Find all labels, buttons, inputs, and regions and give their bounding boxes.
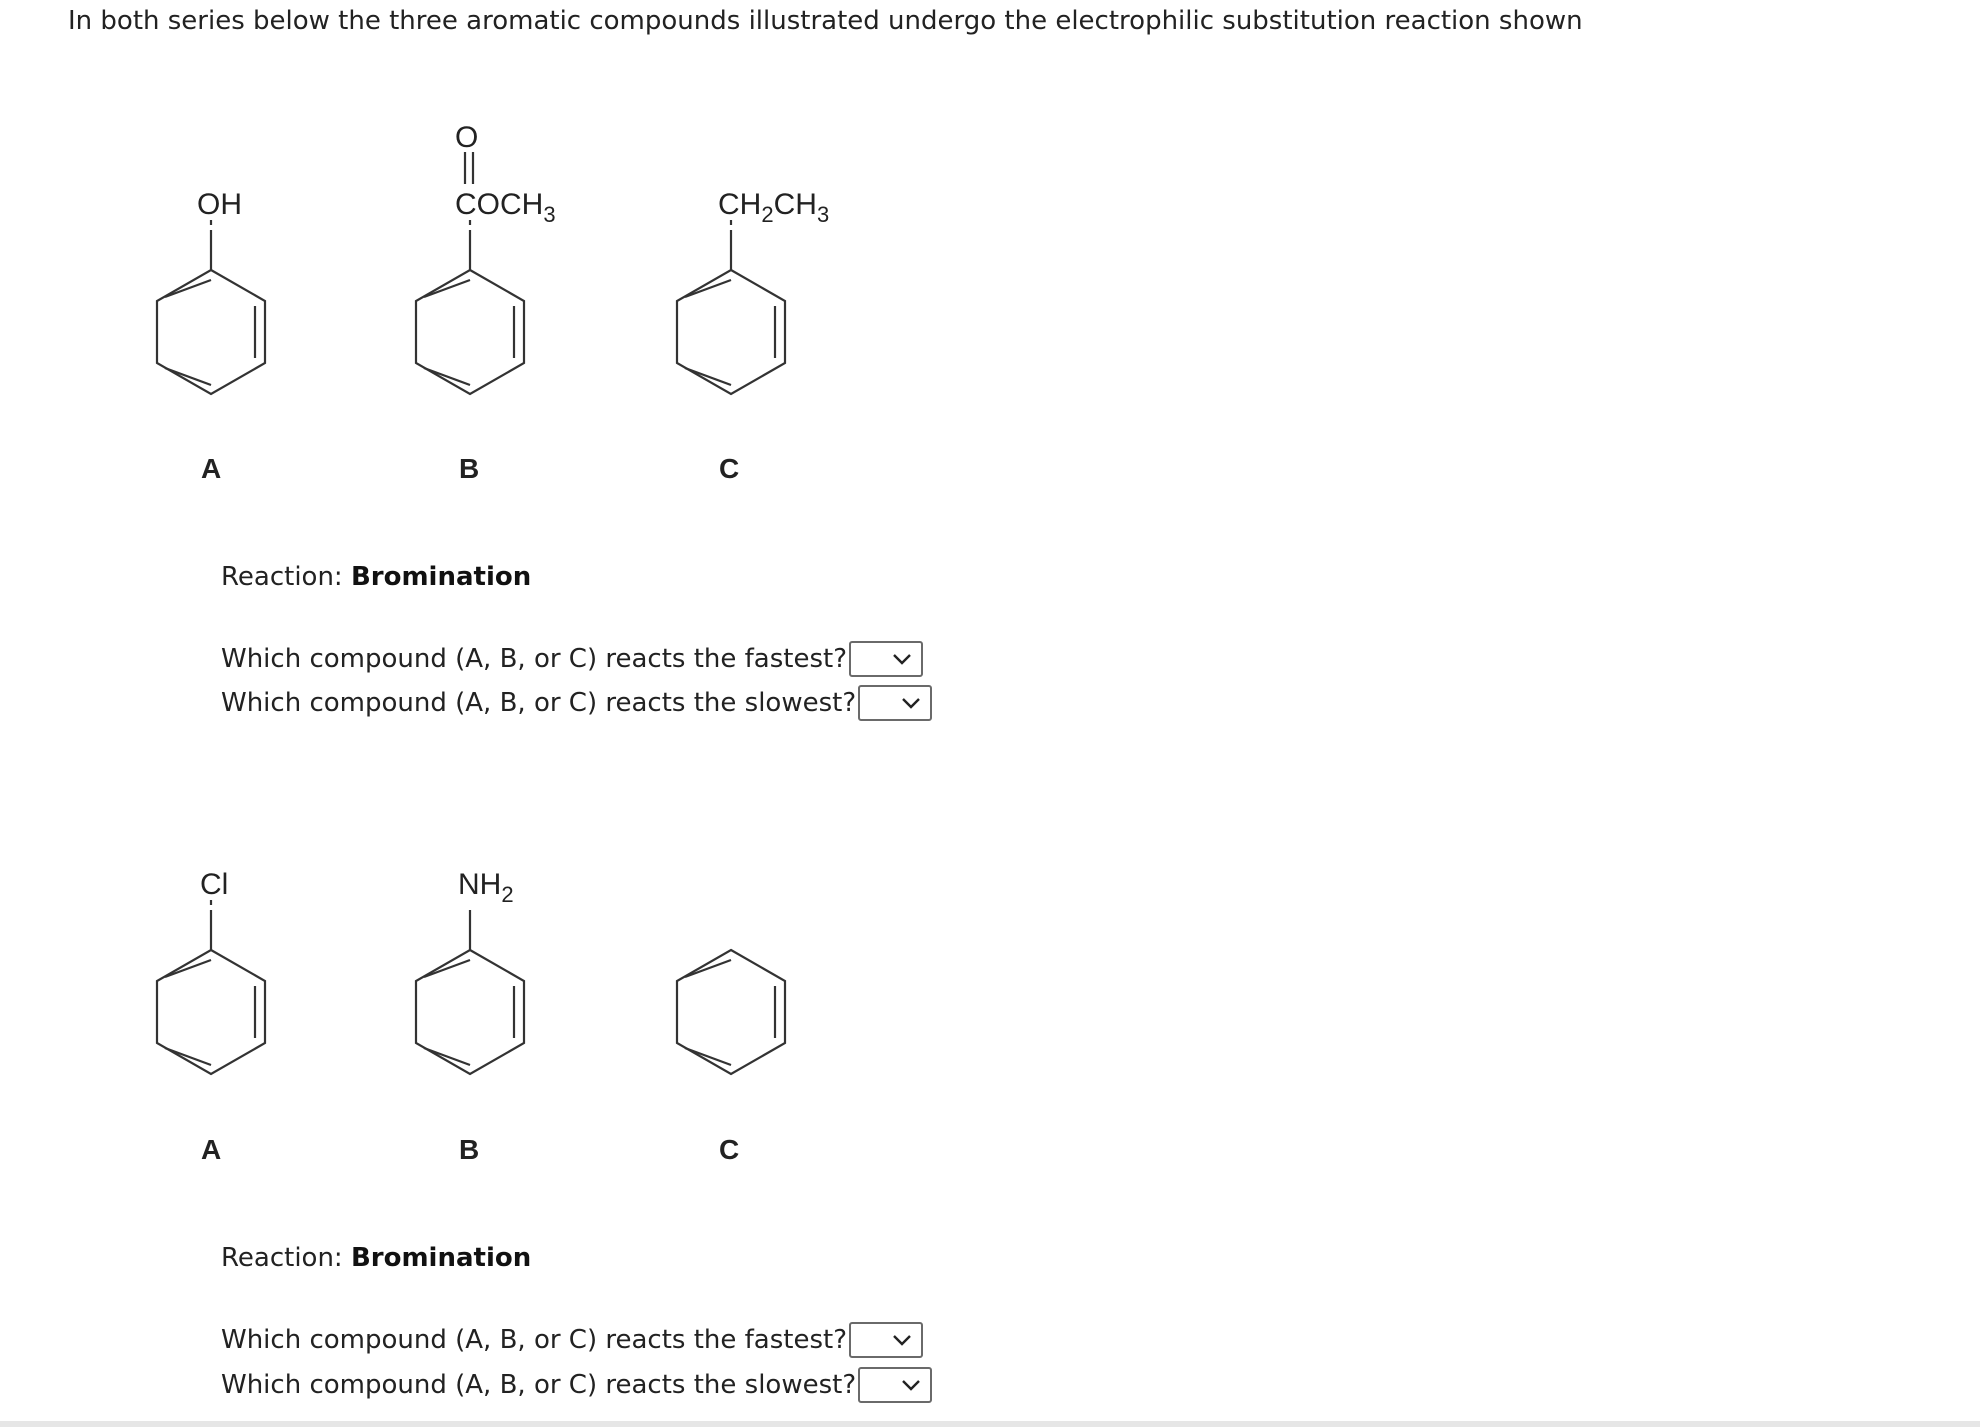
intro-text: In both series below the three aromatic compounds illustrated undergo the electrophilic substitution reaction shown [68,6,1583,36]
question-text: Which compound (A, B, or C) reacts the fastest? [221,1325,848,1355]
benzene-ring [157,950,265,1074]
compound-letter: C [719,453,740,484]
series2-question-slowest [221,1367,932,1403]
reaction-name: Bromination [350,1243,532,1273]
benzene-ring [677,950,785,1074]
benzene-ring [677,270,785,394]
benzene-ring [157,270,265,394]
series2-reaction [221,1243,531,1273]
compound-letter: C [719,1134,740,1165]
chevron-down-icon [891,1333,913,1347]
series1-compound-c [677,188,829,484]
benzene-ring [416,950,524,1074]
chevron-down-icon [900,1378,922,1392]
reaction-name: Bromination [350,562,532,592]
series1-slowest-select[interactable] [858,685,932,721]
series1-compound-a [157,188,265,484]
carbonyl-oxygen-label: O [455,121,479,154]
question-text: Which compound (A, B, or C) reacts the fastest? [221,644,848,674]
compound-letter: A [201,453,222,484]
series2-question-fastest [221,1322,923,1358]
page-bottom-divider [0,1421,1980,1427]
benzene-ring [416,270,524,394]
substituent-label: $CH_2CH_3$ [718,188,830,227]
chevron-down-icon [900,696,922,710]
series2-compound-c [677,950,785,1165]
chevron-down-icon [891,652,913,666]
series1-compound-b [416,121,556,484]
compound-letter: A [201,1134,222,1165]
series1-question-slowest [221,685,932,721]
series2-compound-b [416,868,524,1165]
series1-question-fastest [221,641,923,677]
compound-letter: B [459,453,480,484]
series2-compound-a [157,868,265,1165]
substituent-label: Cl [200,868,229,901]
substituent-label: OH [197,188,242,221]
question-text: Which compound (A, B, or C) reacts the slowest? [221,688,857,718]
series1-reaction [221,562,531,592]
series2-slowest-select[interactable] [858,1367,932,1403]
series1-fastest-select[interactable] [849,641,923,677]
substituent-label: $NH_2$ [458,868,514,907]
substituent-label: $COCH_3$ [455,188,556,227]
reaction-label: Reaction: [221,1243,351,1273]
series2-fastest-select[interactable] [849,1322,923,1358]
compound-letter: B [459,1134,480,1165]
question-text: Which compound (A, B, or C) reacts the slowest? [221,1370,857,1400]
reaction-label: Reaction: [221,562,351,592]
